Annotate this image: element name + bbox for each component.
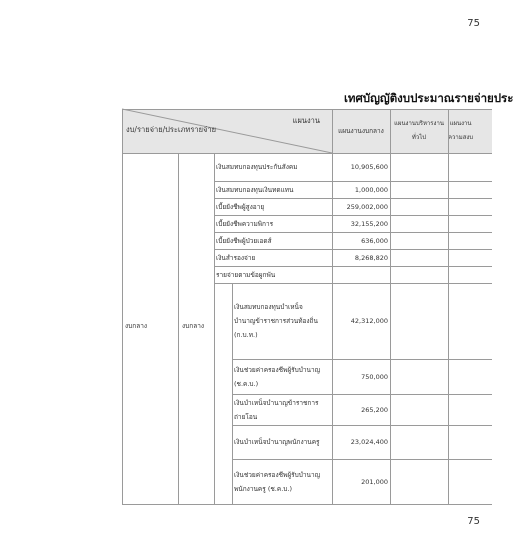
- budget-type-cell: งบกลาง: [182, 322, 205, 330]
- row-label: เบี้ยยังชีพผู้สูงอายุ: [216, 202, 265, 211]
- row-label: เบี้ยยังชีพผู้ป่วยเอดส์: [216, 236, 272, 245]
- row-divider: [232, 359, 492, 360]
- header-col2-line2: ทั่วไป: [411, 134, 427, 141]
- row-divider: [214, 283, 492, 284]
- row-divider: [232, 394, 492, 395]
- column-divider: [448, 109, 449, 504]
- row-divider: [214, 232, 492, 233]
- page-title: เทศบัญญัติงบประมาณรายจ่ายประ: [344, 91, 513, 105]
- column-divider: [390, 109, 391, 504]
- row-amount: 42,312,000: [350, 317, 388, 325]
- header-plan-label: แผนงาน: [292, 116, 320, 125]
- header-col3-line1: แผนงาน: [449, 120, 472, 127]
- row-divider: [214, 181, 492, 182]
- header-public-order-plan: [448, 109, 492, 153]
- column-divider: [332, 109, 333, 504]
- header-central-budget-plan: [332, 109, 390, 153]
- column-divider: [214, 153, 215, 504]
- column-divider: [178, 153, 179, 504]
- row-label: เงินบำเหน็จบำนาญข้าราชการถ่ายโอน: [234, 398, 319, 421]
- row-divider: [214, 198, 492, 199]
- page-number-bottom: 75: [467, 516, 480, 527]
- row-amount: 265,200: [361, 405, 388, 414]
- row-divider: [214, 215, 492, 216]
- table-left-border: [122, 109, 123, 504]
- row-label: เงินสำรองจ่าย: [216, 253, 256, 262]
- row-divider: [214, 266, 492, 267]
- budget-group-cell: งบกลาง: [125, 322, 148, 330]
- budget-table: [122, 109, 492, 499]
- row-label: เงินบำเหน็จบำนาญพนักงานครู: [234, 438, 320, 446]
- header-category-label: งบ/รายจ่าย/ประเภทรายจ่าย: [126, 125, 217, 134]
- row-label: รายจ่ายตามข้อผูกพัน: [216, 270, 276, 279]
- row-amount: 10,905,600: [350, 163, 388, 171]
- table-top-border: [122, 109, 492, 110]
- row-label: เงินสมทบกองทุนเงินทดแทน: [216, 185, 294, 194]
- row-label: เงินช่วยค่าครองชีพผู้รับบำนาญพนักงานครู (ช.ค.บ.): [234, 470, 321, 493]
- row-label: เงินสมทบกองทุนบำเหน็จบำนาญข้าราชการส่วนท้องถิ่น (ก.บ.ท.): [234, 303, 318, 339]
- row-amount: 23,024,400: [350, 438, 388, 446]
- row-amount: 636,000: [361, 236, 388, 245]
- header-col2-line1: แผนงานบริหารงาน: [394, 120, 444, 127]
- row-divider: [232, 459, 492, 460]
- row-label: เงินช่วยค่าครองชีพผู้รับบำนาญ (ช.ค.บ.): [234, 365, 321, 388]
- row-amount: [334, 266, 388, 283]
- row-amount: 201,000: [361, 477, 388, 486]
- row-divider: [214, 249, 492, 250]
- header-col3-line2: ความสงบ: [448, 134, 474, 141]
- row-amount: 750,000: [361, 372, 388, 381]
- row-label: เงินสมทบกองทุนประกันสังคม: [216, 163, 298, 171]
- row-amount: 259,002,000: [346, 202, 388, 211]
- header-col1-label: แผนงานงบกลาง: [338, 127, 384, 135]
- row-amount: 8,268,820: [354, 253, 388, 262]
- table-bottom-border: [122, 504, 492, 505]
- row-label: เบี้ยยังชีพความพิการ: [216, 219, 274, 228]
- page-number-top: 75: [467, 18, 480, 29]
- row-divider: [232, 425, 492, 426]
- column-divider: [232, 283, 233, 504]
- header-plan-category-cell: [122, 109, 332, 153]
- header-general-admin-plan: [390, 109, 448, 153]
- row-amount: 1,000,000: [354, 185, 388, 194]
- row-amount: 32,155,200: [350, 219, 388, 228]
